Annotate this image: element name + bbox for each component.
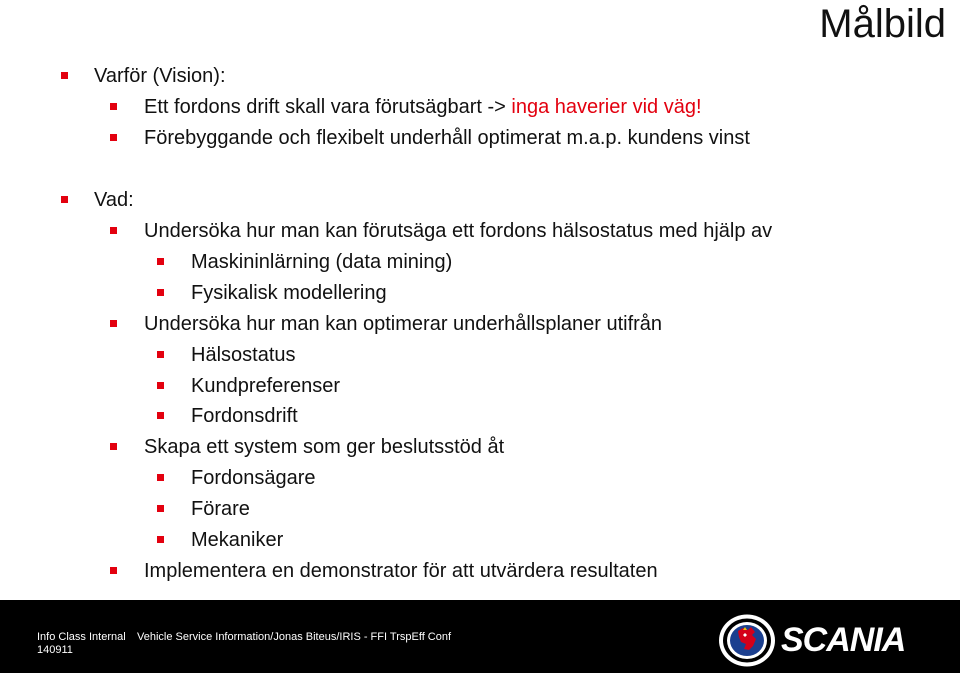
goal-line (144, 93, 702, 121)
bullet-icon (157, 474, 164, 481)
bullet-icon (61, 196, 68, 203)
bullet-icon (157, 351, 164, 358)
bullet-icon (157, 382, 164, 389)
item-demonstrator: Implementera en demonstrator för att utvärdera resultaten (144, 560, 658, 582)
bullet-icon (110, 227, 117, 234)
bullet-icon (157, 412, 164, 419)
bullet-icon (110, 320, 117, 327)
bullet-icon (110, 567, 117, 574)
goal-text: Ett fordons drift skall vara förutsägbart -> (144, 96, 512, 118)
scania-wordmark: SCANIA (781, 621, 906, 659)
bullet-icon (110, 443, 117, 450)
item-predict-health: Undersöka hur man kan förutsäga ett fordons hälsostatus med hjälp av (144, 220, 773, 242)
scania-emblem-icon (717, 613, 777, 668)
bullet-icon (157, 258, 164, 265)
subitem-vehicle-owners: Fordonsägare (191, 467, 316, 489)
subitem-customer-preferences: Kundpreferenser (191, 375, 340, 397)
bullet-icon (110, 103, 117, 110)
subitem-health-status: Hälsostatus (191, 344, 296, 366)
slide-title: Målbild (819, 2, 946, 46)
footer-classification: Info Class Internal (37, 631, 126, 643)
bullet-icon (110, 134, 117, 141)
bullet-icon (157, 505, 164, 512)
footer-reference: Vehicle Service Information/Jonas Biteus/IRIS - FFI TrspEff Conf (137, 631, 452, 643)
bullet-icon (157, 289, 164, 296)
maintenance-line: Förebyggande och flexibelt underhåll optimerat m.a.p. kundens vinst (144, 127, 750, 149)
bullet-icon (61, 72, 68, 79)
vad-heading: Vad: (94, 189, 134, 211)
subitem-vehicle-operation: Fordonsdrift (191, 405, 298, 427)
subitem-mechanics: Mekaniker (191, 529, 284, 551)
item-decision-support: Skapa ett system som ger beslutsstöd åt (144, 436, 505, 458)
subitem-physical-modelling: Fysikalisk modellering (191, 282, 387, 304)
varfor-heading: Varför (Vision): (94, 65, 226, 87)
bullet-icon (157, 536, 164, 543)
footer-date-code: 140911 (37, 644, 73, 656)
subitem-machine-learning: Maskininlärning (data mining) (191, 251, 453, 273)
item-optimize-plans: Undersöka hur man kan optimerar underhållsplaner utifrån (144, 313, 663, 335)
goal-highlight: inga haverier vid väg! (511, 96, 702, 118)
subitem-drivers: Förare (191, 498, 250, 520)
